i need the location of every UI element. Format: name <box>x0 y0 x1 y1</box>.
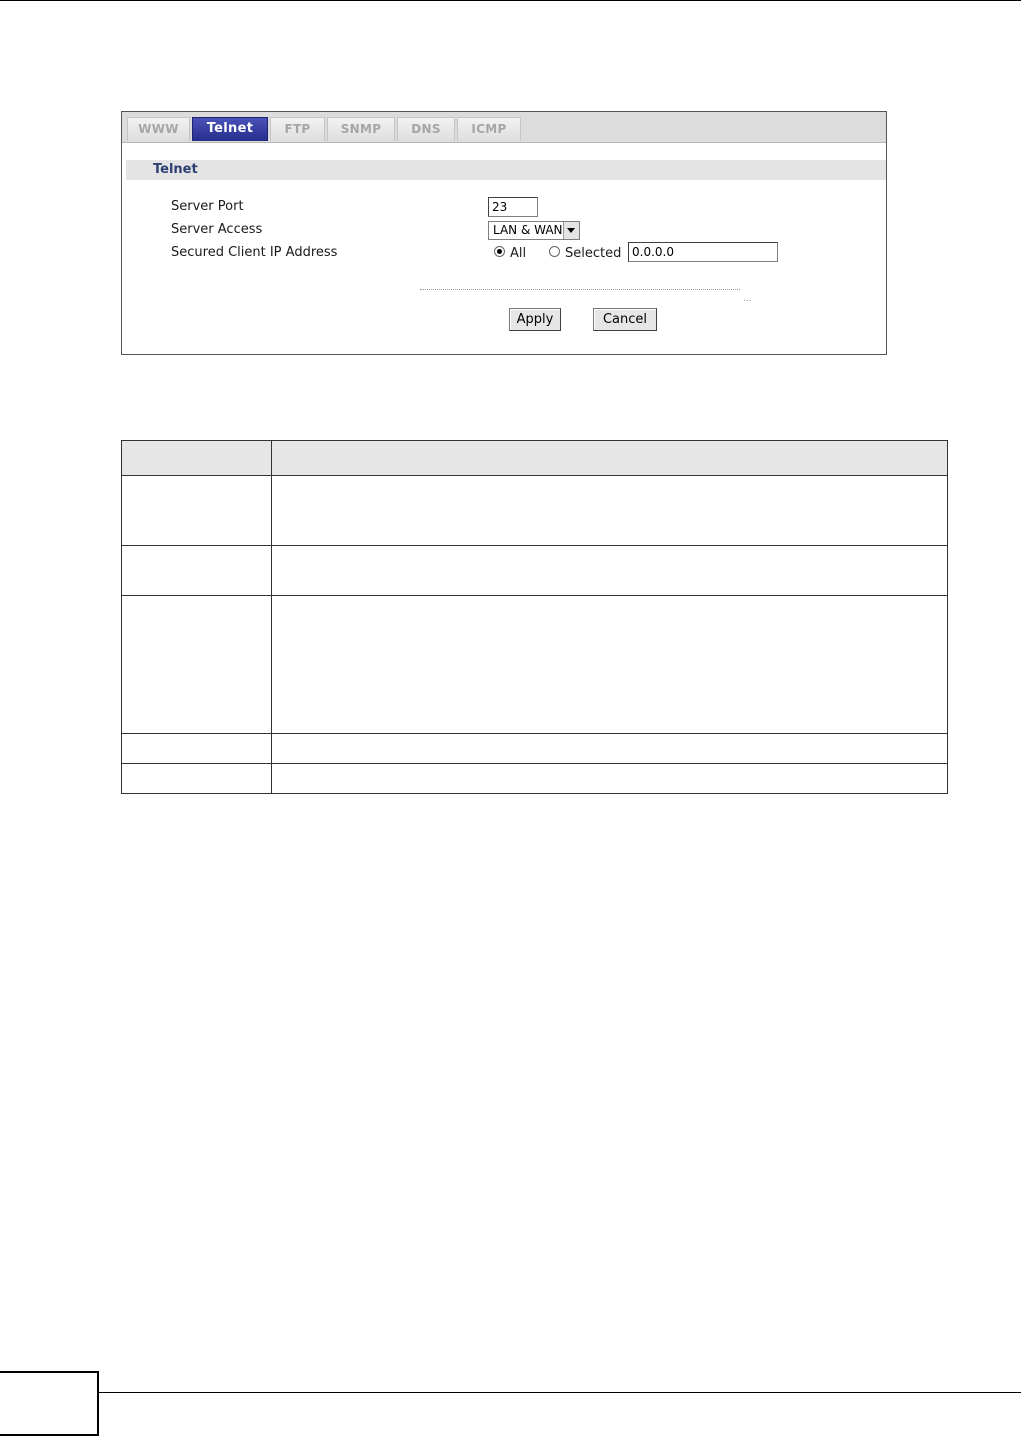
secured-client-ip-label: Secured Client IP Address <box>171 245 338 260</box>
dotted-divider <box>420 289 740 290</box>
chevron-down-icon[interactable] <box>563 222 579 239</box>
table-header-cell <box>122 441 272 476</box>
table-cell <box>122 734 272 764</box>
table-row <box>122 764 948 794</box>
table-row <box>122 476 948 546</box>
radio-all[interactable] <box>494 246 505 257</box>
table-cell <box>122 596 272 734</box>
dots-marker: ... <box>743 294 752 304</box>
table-header-cell <box>272 441 948 476</box>
footer-rule <box>99 1392 1021 1393</box>
server-port-label: Server Port <box>171 199 244 214</box>
section-title: Telnet <box>126 160 886 180</box>
tab-strip <box>122 112 886 143</box>
tab-snmp[interactable]: SNMP <box>327 117 395 141</box>
tab-ftp[interactable]: FTP <box>270 117 325 141</box>
radio-selected-label: Selected <box>565 246 622 261</box>
table-row <box>122 546 948 596</box>
radio-all-label: All <box>510 246 527 261</box>
top-rule <box>0 0 1021 1</box>
apply-button[interactable]: Apply <box>509 308 561 331</box>
description-table <box>121 440 948 794</box>
tab-telnet[interactable]: Telnet <box>192 117 268 141</box>
table-row <box>122 734 948 764</box>
page-number-box <box>0 1371 99 1436</box>
table-cell <box>272 734 948 764</box>
telnet-config-screenshot <box>121 111 887 355</box>
server-port-input[interactable]: 23 <box>488 197 538 217</box>
table-cell <box>122 476 272 546</box>
table-cell <box>122 764 272 794</box>
selected-ip-input[interactable]: 0.0.0.0 <box>628 242 778 262</box>
table-header-row <box>122 441 948 476</box>
tab-dns[interactable]: DNS <box>397 117 455 141</box>
table-row <box>122 596 948 734</box>
table-cell <box>272 764 948 794</box>
tab-icmp[interactable]: ICMP <box>457 117 521 141</box>
radio-selected[interactable] <box>549 246 560 257</box>
server-access-select[interactable] <box>488 221 580 240</box>
tab-www[interactable]: WWW <box>127 117 190 141</box>
table-cell <box>272 546 948 596</box>
table-cell <box>122 546 272 596</box>
cancel-button[interactable]: Cancel <box>593 308 657 331</box>
server-access-value: LAN & WAN <box>493 223 563 237</box>
table-cell <box>272 596 948 734</box>
table-cell <box>272 476 948 546</box>
server-access-label: Server Access <box>171 222 263 237</box>
